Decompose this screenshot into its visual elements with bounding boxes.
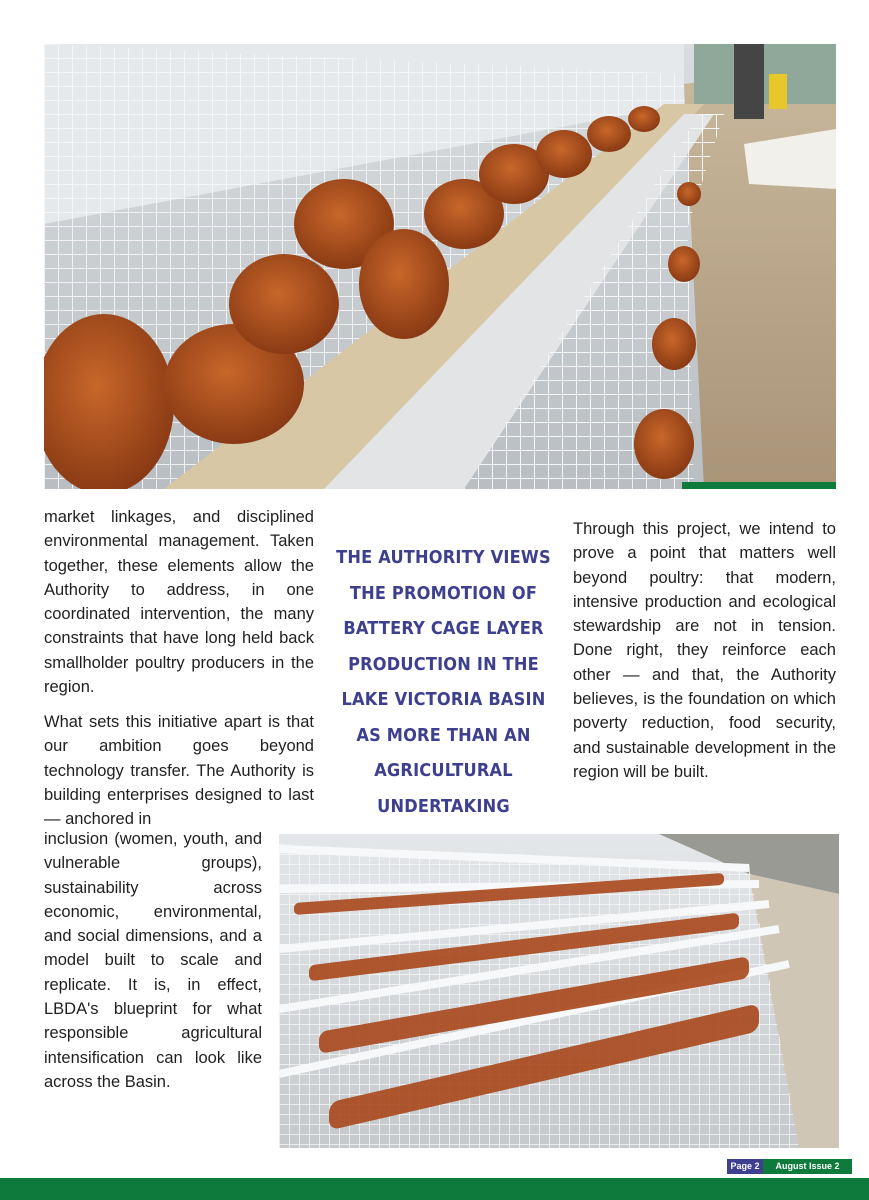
poultry-house-cages-photo <box>279 834 839 1148</box>
page-number: Page 2 <box>727 1159 763 1174</box>
footer-bar <box>0 1178 869 1200</box>
issue-label: August Issue 2 <box>763 1159 852 1174</box>
article-paragraph-2: What sets this initiative apart is that our ambition goes beyond technology transfer. The Authority is building enterprises designed to last — anchored in <box>44 713 314 829</box>
article-paragraph-4: Through this project, we intend to prove a point that matters well beyond poultry: that modern, intensive production and ecological stewardship are not in tension. Done right, they reinforce each other — and that, the Authority believes, is the foundation on which poverty reduction, food security, and sustainable development in the region will be built. <box>573 520 836 781</box>
photo-accent-bar <box>682 482 836 489</box>
pull-quote: THE AUTHORITY VIEWS THE PROMOTION OF BATTERY CAGE LAYER PRODUCTION IN THE LAKE VICTORIA BASIN AS MORE THAN AN AGRICULTURAL UNDERTAKING <box>336 547 551 817</box>
article-paragraph-3: inclusion (women, youth, and vulnerable groups), sustainability across economic, environmental, and social dimensions, and a model built to scale and replicate. It is, in effect, LBDA's blueprint for what responsible agricultural intensification can look like across the Basin. <box>44 830 262 1091</box>
footer-page-label <box>727 1159 852 1174</box>
battery-cage-hens-photo <box>44 44 836 489</box>
article-paragraph-1: market linkages, and disciplined environmental management. Taken together, these elements allow the Authority to address, in one coordinated intervention, the many constraints that have long held back smallholder poultry producers in the region. <box>44 508 314 697</box>
